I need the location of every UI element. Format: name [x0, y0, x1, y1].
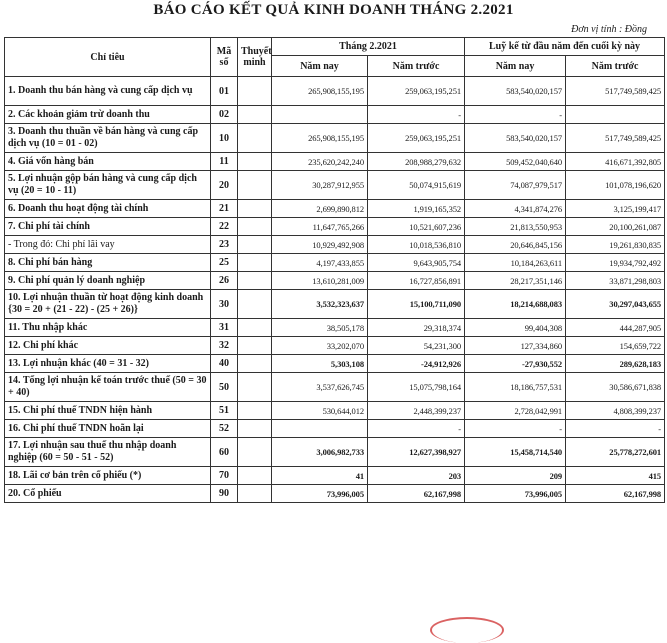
row-note: [238, 467, 272, 485]
table-row: [5, 319, 665, 337]
row-month-previous: 1,919,165,352: [368, 200, 465, 218]
row-note: [238, 124, 272, 153]
row-note: [238, 218, 272, 236]
table-row: [5, 272, 665, 290]
row-month-previous: 259,063,195,251: [368, 77, 465, 106]
table-row: [5, 236, 665, 254]
row-month-current: 4,197,433,855: [272, 254, 368, 272]
row-note: [238, 438, 272, 467]
row-label: 16. Chi phí thuế TNDN hoãn lại: [5, 420, 211, 438]
row-month-previous: 54,231,300: [368, 337, 465, 355]
row-month-previous: 208,988,279,632: [368, 153, 465, 171]
currency-unit: Đơn vị tính : Đồng: [571, 24, 647, 35]
header-chi-tieu: Chỉ tiêu: [5, 38, 211, 77]
row-ytd-current: 74,087,979,517: [465, 171, 566, 200]
row-ytd-previous: 517,749,589,425: [566, 77, 665, 106]
row-code: 31: [211, 319, 238, 337]
row-month-current: 11,647,765,266: [272, 218, 368, 236]
row-ytd-previous: 20,100,261,087: [566, 218, 665, 236]
row-ytd-current: 18,186,757,531: [465, 373, 566, 402]
table-row: [5, 438, 665, 467]
row-label: 11. Thu nhập khác: [5, 319, 211, 337]
row-ytd-current: 28,217,351,146: [465, 272, 566, 290]
row-month-previous: 10,018,536,810: [368, 236, 465, 254]
row-ytd-previous: 19,261,830,835: [566, 236, 665, 254]
row-ytd-current: 583,540,020,157: [465, 77, 566, 106]
row-month-previous: -24,912,926: [368, 355, 465, 373]
row-label: 18. Lãi cơ bản trên cổ phiếu (*): [5, 467, 211, 485]
row-ytd-current: 20,646,845,156: [465, 236, 566, 254]
row-ytd-current: 73,996,005: [465, 485, 566, 503]
row-month-current: 10,929,492,908: [272, 236, 368, 254]
row-ytd-previous: 19,934,792,492: [566, 254, 665, 272]
company-seal: [430, 617, 504, 643]
row-label: 9. Chi phí quản lý doanh nghiệp: [5, 272, 211, 290]
header-month-current-year: Năm nay: [272, 56, 368, 77]
row-month-current: 30,287,912,955: [272, 171, 368, 200]
row-note: [238, 420, 272, 438]
table-row: [5, 402, 665, 420]
row-ytd-current: 15,458,714,540: [465, 438, 566, 467]
row-note: [238, 153, 272, 171]
row-ytd-current: 18,214,688,083: [465, 290, 566, 319]
header-ytd-previous-year: Năm trước: [566, 56, 665, 77]
header-thuyet-minh: Thuyết minh: [238, 38, 272, 77]
row-ytd-previous: 3,125,199,417: [566, 200, 665, 218]
row-code: 20: [211, 171, 238, 200]
row-code: 21: [211, 200, 238, 218]
table-row: [5, 485, 665, 503]
row-month-previous: 203: [368, 467, 465, 485]
row-month-previous: 29,318,374: [368, 319, 465, 337]
table-row: [5, 106, 665, 124]
row-ytd-previous: 62,167,998: [566, 485, 665, 503]
table-row: [5, 200, 665, 218]
row-month-previous: 62,167,998: [368, 485, 465, 503]
table-row: [5, 355, 665, 373]
row-ytd-current: 583,540,020,157: [465, 124, 566, 153]
row-code: 52: [211, 420, 238, 438]
row-month-current: [272, 106, 368, 124]
row-ytd-current: 209: [465, 467, 566, 485]
row-code: 70: [211, 467, 238, 485]
row-ytd-previous: 33,871,298,803: [566, 272, 665, 290]
row-code: 40: [211, 355, 238, 373]
table-row: [5, 124, 665, 153]
table-row: [5, 373, 665, 402]
row-month-previous: 15,100,711,090: [368, 290, 465, 319]
row-note: [238, 254, 272, 272]
row-ytd-current: -: [465, 106, 566, 124]
row-code: 10: [211, 124, 238, 153]
row-month-previous: 50,074,915,619: [368, 171, 465, 200]
row-note: [238, 272, 272, 290]
table-row: [5, 171, 665, 200]
row-ytd-previous: 444,287,905: [566, 319, 665, 337]
row-label: 1. Doanh thu bán hàng và cung cấp dịch vụ: [5, 77, 211, 106]
table-row: [5, 337, 665, 355]
row-month-previous: 16,727,856,891: [368, 272, 465, 290]
row-ytd-previous: 415: [566, 467, 665, 485]
row-code: 23: [211, 236, 238, 254]
row-code: 60: [211, 438, 238, 467]
header-ytd: Luỹ kế từ đầu năm đến cuối kỳ này: [465, 38, 665, 56]
row-note: [238, 373, 272, 402]
row-month-current: 13,610,281,009: [272, 272, 368, 290]
row-note: [238, 290, 272, 319]
row-month-current: 3,532,323,637: [272, 290, 368, 319]
row-ytd-current: 127,334,860: [465, 337, 566, 355]
row-code: 50: [211, 373, 238, 402]
row-month-previous: 12,627,398,927: [368, 438, 465, 467]
row-month-current: 3,006,982,733: [272, 438, 368, 467]
row-label: 12. Chi phí khác: [5, 337, 211, 355]
row-note: [238, 106, 272, 124]
row-month-previous: 15,075,798,164: [368, 373, 465, 402]
row-code: 90: [211, 485, 238, 503]
row-month-current: 2,699,890,812: [272, 200, 368, 218]
row-ytd-previous: 25,778,272,601: [566, 438, 665, 467]
row-code: 32: [211, 337, 238, 355]
row-code: 02: [211, 106, 238, 124]
table-row: [5, 77, 665, 106]
row-label: 20. Cổ phiếu: [5, 485, 211, 503]
row-ytd-current: 2,728,042,991: [465, 402, 566, 420]
row-month-current: 41: [272, 467, 368, 485]
table-row: [5, 290, 665, 319]
row-month-previous: -: [368, 420, 465, 438]
row-ytd-previous: 101,078,196,620: [566, 171, 665, 200]
row-month-current: 265,908,155,195: [272, 124, 368, 153]
row-month-current: 38,505,178: [272, 319, 368, 337]
row-ytd-current: 509,452,040,640: [465, 153, 566, 171]
row-ytd-previous: [566, 106, 665, 124]
row-month-previous: 259,063,195,251: [368, 124, 465, 153]
row-month-current: 73,996,005: [272, 485, 368, 503]
row-month-current: 530,644,012: [272, 402, 368, 420]
row-label: 14. Tổng lợi nhuận kế toán trước thuế (50 = 30 + 40): [5, 373, 211, 402]
row-note: [238, 402, 272, 420]
row-ytd-current: 99,404,308: [465, 319, 566, 337]
row-note: [238, 355, 272, 373]
row-ytd-current: -: [465, 420, 566, 438]
row-code: 51: [211, 402, 238, 420]
row-ytd-current: 21,813,550,953: [465, 218, 566, 236]
row-note: [238, 485, 272, 503]
row-label: 2. Các khoản giảm trừ doanh thu: [5, 106, 211, 124]
table-row: [5, 467, 665, 485]
row-label: 7. Chi phí tài chính: [5, 218, 211, 236]
table-row: [5, 218, 665, 236]
row-ytd-current: 10,184,263,611: [465, 254, 566, 272]
row-note: [238, 200, 272, 218]
row-ytd-previous: 30,586,671,838: [566, 373, 665, 402]
row-ytd-current: -27,930,552: [465, 355, 566, 373]
row-month-previous: 9,643,905,754: [368, 254, 465, 272]
row-code: 26: [211, 272, 238, 290]
row-label: 8. Chi phí bán hàng: [5, 254, 211, 272]
row-code: 30: [211, 290, 238, 319]
table-row: [5, 254, 665, 272]
row-month-current: 33,202,070: [272, 337, 368, 355]
row-code: 11: [211, 153, 238, 171]
row-note: [238, 337, 272, 355]
header-month: Tháng 2.2021: [272, 38, 465, 56]
row-ytd-previous: 289,628,183: [566, 355, 665, 373]
row-note: [238, 236, 272, 254]
row-month-previous: 2,448,399,237: [368, 402, 465, 420]
row-month-previous: 10,521,607,236: [368, 218, 465, 236]
row-code: 22: [211, 218, 238, 236]
row-month-previous: -: [368, 106, 465, 124]
header-ma-so: Mã số: [211, 38, 238, 77]
row-code: 01: [211, 77, 238, 106]
row-label: 15. Chi phí thuế TNDN hiện hành: [5, 402, 211, 420]
row-ytd-previous: -: [566, 420, 665, 438]
header-ytd-current-year: Năm nay: [465, 56, 566, 77]
row-ytd-previous: 30,297,043,655: [566, 290, 665, 319]
row-code: 25: [211, 254, 238, 272]
income-statement-table: [4, 37, 665, 503]
row-note: [238, 77, 272, 106]
row-note: [238, 319, 272, 337]
table-row: [5, 153, 665, 171]
row-label: - Trong đó: Chi phí lãi vay: [5, 236, 211, 254]
row-label: 6. Doanh thu hoạt động tài chính: [5, 200, 211, 218]
row-label: 10. Lợi nhuận thuần từ hoạt động kinh doanh {30 = 20 + (21 - 22) - (25 + 26)}: [5, 290, 211, 319]
table-row: [5, 420, 665, 438]
row-ytd-previous: 4,808,399,237: [566, 402, 665, 420]
row-month-current: 3,537,626,745: [272, 373, 368, 402]
row-label: 17. Lợi nhuận sau thuế thu nhập doanh nghiệp (60 = 50 - 51 - 52): [5, 438, 211, 467]
row-ytd-current: 4,341,874,276: [465, 200, 566, 218]
row-ytd-previous: 517,749,589,425: [566, 124, 665, 153]
row-month-current: 5,303,108: [272, 355, 368, 373]
row-label: 4. Giá vốn hàng bán: [5, 153, 211, 171]
row-ytd-previous: 154,659,722: [566, 337, 665, 355]
row-month-current: [272, 420, 368, 438]
row-month-current: 265,908,155,195: [272, 77, 368, 106]
row-label: 3. Doanh thu thuần về bán hàng và cung cấp dịch vụ (10 = 01 - 02): [5, 124, 211, 153]
row-ytd-previous: 416,671,392,805: [566, 153, 665, 171]
row-label: 13. Lợi nhuận khác (40 = 31 - 32): [5, 355, 211, 373]
header-month-previous-year: Năm trước: [368, 56, 465, 77]
report-title: BÁO CÁO KẾT QUẢ KINH DOANH THÁNG 2.2021: [153, 2, 514, 18]
row-note: [238, 171, 272, 200]
row-month-current: 235,620,242,240: [272, 153, 368, 171]
row-label: 5. Lợi nhuận gộp bán hàng và cung cấp dịch vụ (20 = 10 - 11): [5, 171, 211, 200]
